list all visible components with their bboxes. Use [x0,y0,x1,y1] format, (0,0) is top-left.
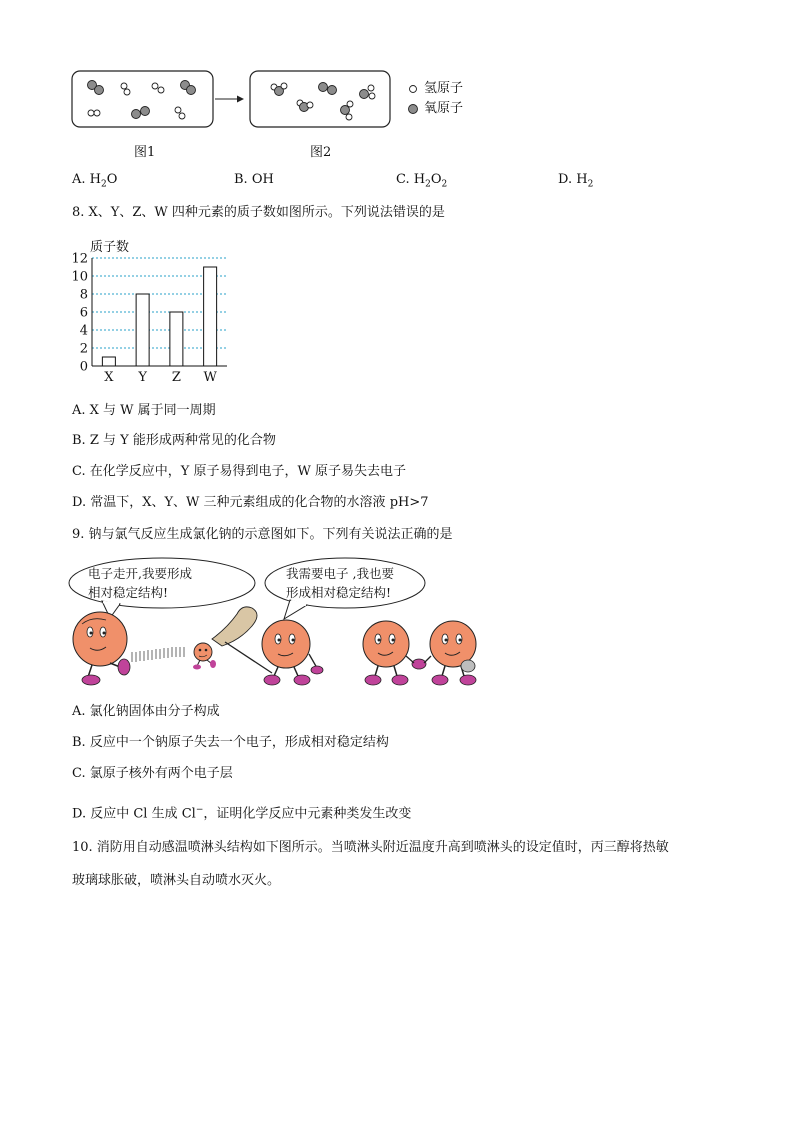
y-tick-label: 4 [79,323,88,339]
bar-w [204,267,217,366]
y-tick-label: 12 [71,251,88,267]
y-tick-label: 6 [79,305,88,321]
right-bubble-line-1: 我需要电子 ,我也要 [286,566,394,581]
motion-lines [132,647,184,662]
figure-1-particles [88,81,196,120]
q7-option-d: D. $H_2$ [558,172,594,190]
chloride-ion-figure [430,621,476,685]
x-tick-label: X [104,370,114,385]
left-bubble-text [88,564,192,602]
y-tick-label: 0 [79,359,88,375]
q8-option-c: C. 在化学反应中，Y 原子易得到电子，W 原子易失去电子 [72,464,406,479]
arrow-icon [215,96,244,103]
q9-stem: 9. 钠与氯气反应生成氯化钠的示意图如下。下列有关说法正确的是 [72,527,453,542]
q9-option-d: D. 反应中 Cl 生成 Cl−，证明化学反应中元素种类发生改变 [72,805,412,822]
bar-y [136,294,149,366]
h-atom-legend-label: 氢原子 [424,81,464,96]
x-tick-label: Z [171,370,181,385]
figure-2-box [250,71,390,127]
q10-line-1: 10. 消防用自动感温喷淋头结构如下图所示。当喷淋头附近温度升高到喷淋头的设定值时，丙三醇将热敏 [72,840,669,855]
q8-stem: 8. X、Y、Z、W 四种元素的质子数如图所示。下列说法错误的是 [72,205,445,220]
q7-option-b: B. OH [234,172,274,187]
q8-option-b: B. Z 与 Y 能形成两种常见的化合物 [72,433,276,448]
right-bubble-text [286,564,394,602]
q7-option-a: A. $H_2O$ [72,172,118,190]
h-atom-legend-icon [410,86,417,93]
left-bubble-line-1: 电子走开,我要形成 [88,566,192,581]
q9-option-a: A. 氯化钠固体由分子构成 [72,704,220,719]
bar-x [102,357,115,366]
right-bubble-line-2: 形成相对稳定结构! [286,585,392,600]
q8-option-d: D. 常温下，X、Y、W 三种元素组成的化合物的水溶液 pH>7 [72,495,429,510]
figure-1-box [72,71,213,127]
chart-ylabel: 质子数 [90,240,130,255]
x-tick-label: W [203,370,217,385]
o-atom-legend-icon [409,105,418,114]
q8-option-a: A. X 与 W 属于同一周期 [72,403,216,418]
figure-2-particles [271,83,375,121]
chlorine-atom-figure [262,620,323,685]
left-bubble-line-2: 相对稳定结构! [88,585,169,600]
y-tick-label: 2 [79,341,88,357]
bar-z [170,312,183,366]
sodium-ion-figure [363,621,409,685]
figure-2-label: 图2 [310,145,332,160]
y-tick-label: 8 [79,287,88,303]
y-tick-label: 10 [71,269,88,285]
x-tick-label: Y [138,370,147,385]
q9-option-b: B. 反应中一个钠原子失去一个电子，形成相对稳定结构 [72,735,389,750]
holding-hands [406,656,431,669]
q9-option-c: C. 氯原子核外有两个电子层 [72,766,233,781]
o-atom-legend-label: 氧原子 [424,101,464,116]
proton-bar-chart [60,232,240,387]
q10-line-2: 玻璃球胀破，喷淋头自动喷水灭火。 [72,873,281,888]
electron-figure [193,643,216,670]
sodium-atom-figure [73,612,130,685]
q7-option-c: C. $H_2O_2$ [396,172,448,190]
figure-1-label: 图1 [134,145,156,160]
